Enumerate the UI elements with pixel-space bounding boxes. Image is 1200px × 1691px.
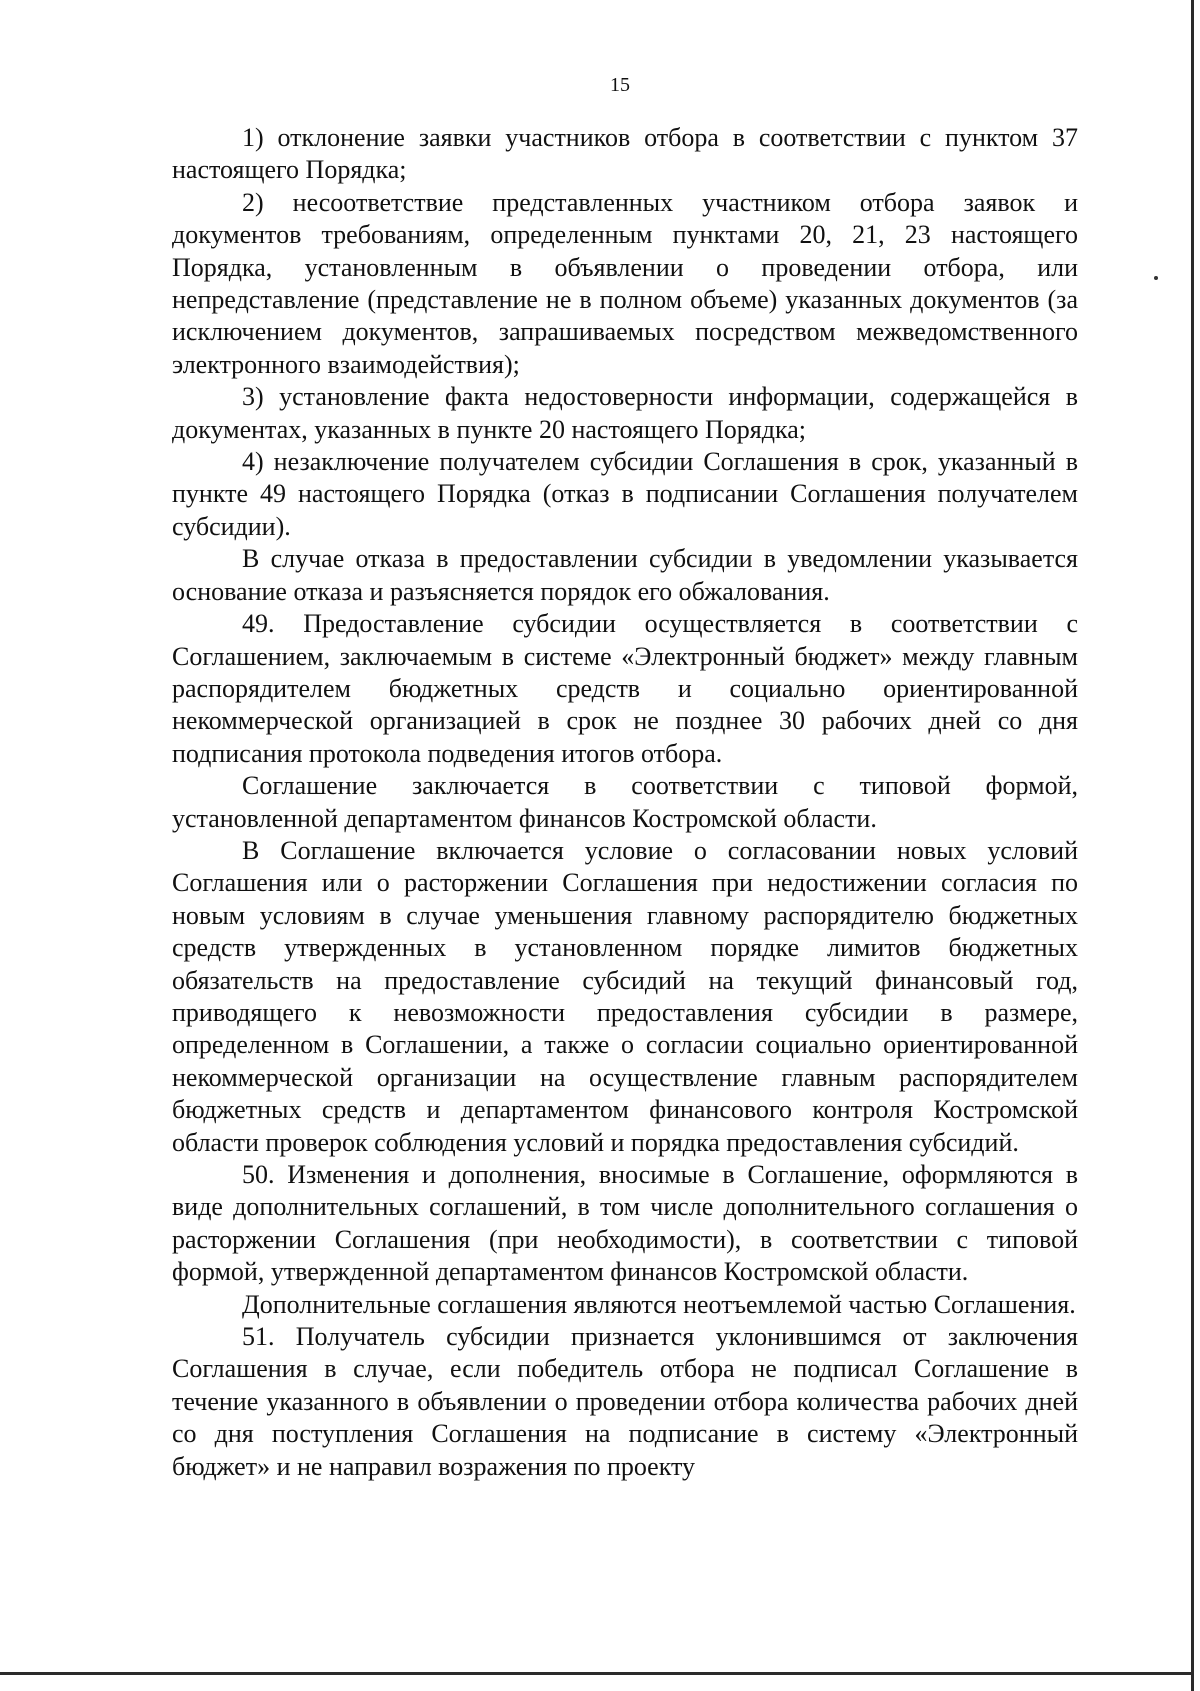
scan-border-bottom [0,1672,1194,1675]
paragraph-agreement-conditions: В Соглашение включается условие о согласовании новых условий Соглашения или о расторжении Соглашения при недостижении согласия по новым условиям в случае уменьшения главному распорядителю бюджетных средств утвержденных в установленном порядке лимитов бюджетных обязательств на предоставление субсидий на текущий финансовый год, приводящего к невозможности предоставления субсидии в размере, определенном в Соглашении, а также о согласии социально ориентированной некоммерческой организации на осуществление главным распорядителем бюджетных средств и департаментом финансового контроля Костромской области проверок соблюдения условий и порядка предоставления субсидий. [172,835,1078,1157]
paragraph-item-3: 3) установление факта недостоверности информации, содержащейся в документах, указанных в пункте 20 настоящего Порядка; [172,382,1078,444]
paragraph-refusal-notice: В случае отказа в предоставлении субсидии в уведомлении указывается основание отказа и разъясняется порядок его обжалования. [172,544,1078,606]
document-body [172,122,1078,1483]
paragraph-item-4: 4) незаключение получателем субсидии Соглашения в срок, указанный в пункте 49 настоящего Порядка (отказ в подписании Соглашения получателем субсидии). [172,447,1078,541]
paragraph-item-2: 2) несоответствие представленных участником отбора заявок и документов требованиям, определенным пунктами 20, 21, 23 настоящего Порядка, установленным в объявлении о проведении отбора, или непредставление (представление не в полном объеме) указанных документов (за исключением документов, запрашиваемых посредством межведомственного электронного взаимодействия); [172,187,1078,379]
paragraph-51: 51. Получатель субсидии признается уклонившимся от заключения Соглашения в случае, если победитель отбора не подписал Соглашение в течение указанного в объявлении о проведении отбора количества рабочих дней со дня поступления Соглашения на подписание в систему «Электронный бюджет» и не направил возражения по проекту [172,1322,1078,1481]
paragraph-49: 49. Предоставление субсидии осуществляется в соответствии с Соглашением, заключаемым в системе «Электронный бюджет» между главным распорядителем бюджетных средств и социально ориентированной некоммерческой организацией в срок не позднее 30 рабочих дней со дня подписания протокола подведения итогов отбора. [172,609,1078,768]
paragraph-item-1: 1) отклонение заявки участников отбора в соответствии с пунктом 37 настоящего Порядка; [172,123,1078,185]
paragraph-agreement-form: Соглашение заключается в соответствии с типовой формой, установленной департаментом финансов Костромской области. [172,771,1078,833]
scan-speck [1154,276,1158,280]
paragraph-additional-agreements: Дополнительные соглашения являются неотъемлемой частью Соглашения. [242,1289,1076,1319]
page-number: 15 [610,74,630,96]
paragraph-50: 50. Изменения и дополнения, вносимые в Соглашение, оформляются в виде дополнительных соглашений, в том числе дополнительного соглашения о расторжении Соглашения (при необходимости), в соответствии с типовой формой, утвержденной департаментом финансов Костромской области. [172,1160,1078,1287]
scan-border-right [1191,0,1194,1691]
